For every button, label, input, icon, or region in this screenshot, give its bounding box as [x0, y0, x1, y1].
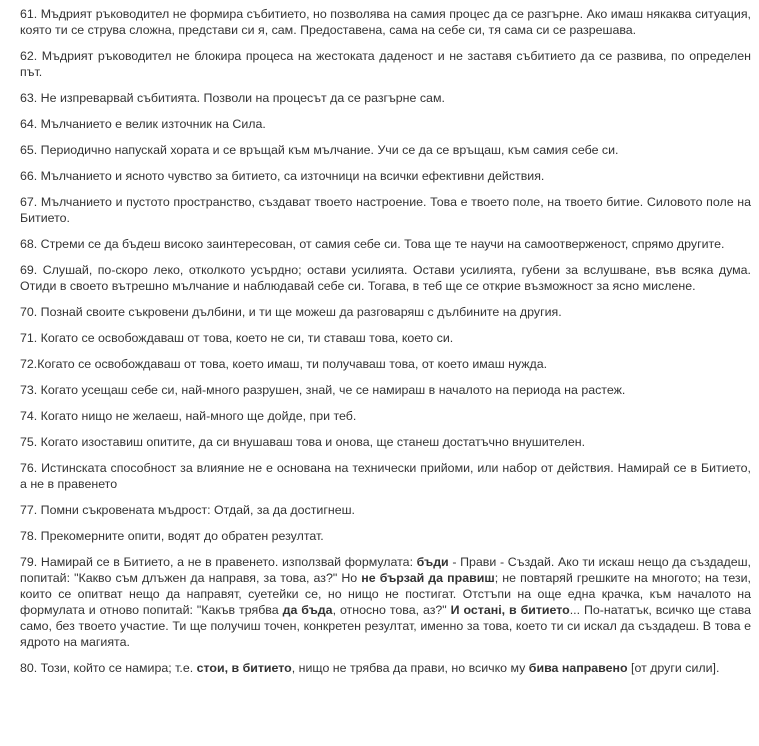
- list-item-65: 65. Периодично напускай хората и се връщай към мълчание. Учи се да се връщаш, към самия себе си.: [20, 143, 619, 157]
- item79-text-5: ... По-нататък, всичко ще става само, без твоето участие. Ти ще получиш точен, конкретен резултат, именно за това, което ти си искал да създадеш. В това е ядрото на магията.: [20, 603, 751, 649]
- list-item-70: 70. Познай своите съкровени дълбини, и ти ще можеш да разговаряш с дълбините на другия.: [20, 305, 562, 319]
- item80-text-2: , нищо не трябва да прави, но всичко му: [291, 661, 529, 675]
- item79-bold-4: И останi, в битието: [450, 603, 570, 617]
- list-item-77: 77. Помни съкровената мъдрост: Отдай, за да достигнеш.: [20, 503, 355, 517]
- item79-bold-2: не бързай да правиш: [361, 571, 495, 585]
- list-item-73: 73. Когато усещаш себе си, най-много разрушен, знай, че се намираш в началото на периода на растеж.: [20, 383, 626, 397]
- list-item-76: 76. Истинската способност за влияние не е основана на технически прийоми, или набор от действия. Намирай се в Битието, а не в правенето: [20, 461, 751, 491]
- list-item-61: 61. Мъдрият ръководител не формира събитието, но позволява на самия процес да се разгърне. Ако имаш някаква ситуация, която ти се струва сложна, представи си я, сам. Предоставена, сама на себе си, тя сама си се разрешава.: [20, 7, 751, 37]
- list-item-64: 64. Мълчанието е велик източник на Сила.: [20, 117, 266, 131]
- list-item-72: 72.Когато се освобождаваш от това, което имаш, ти получаваш това, от което имаш нужда.: [20, 357, 548, 371]
- list-item-67: 67. Мълчанието и пустото пространство, създават твоето настроение. Това е твоето поле, на твоето битие. Силовото поле на Битието.: [20, 195, 751, 225]
- list-item-71: 71. Когато се освобождаваш от това, което не си, ти ставаш това, което си.: [20, 331, 454, 345]
- item79-bold-3: да бъда: [282, 603, 333, 617]
- item79-bold-1: бъди: [416, 555, 449, 569]
- item79-text-2: - Прави - Създай. Ако ти искаш нещо да създадеш, попитай: "Какво съм длъжен да направя, за това, аз?" Но: [20, 555, 751, 585]
- item80-bold-1: стои, в битието: [196, 661, 292, 675]
- list-item-75: 75. Когато изоставиш опитите, да си внушаваш това и онова, ще станеш достатъчно внушителен.: [20, 435, 586, 449]
- item80-text-3: [от други сили].: [627, 661, 720, 675]
- list-item-62: 62. Мъдрият ръководител не блокира процеса на жестоката даденост и не заставя събитието да се развива, по определен път.: [20, 49, 751, 79]
- item79-text-1: 79. Намирай се в Битието, а не в правенето. използвай формулата:: [20, 555, 417, 569]
- list-item-80: [20, 660, 751, 676]
- item79-text-3: ; не повтаряй грешките на многото; на тези, които се опитват нещо да направят, суетейки се, но нищо не постигат. Отстъпи на още една крачка, към началото на формулата и отново попитай: "Какъв трябва: [20, 571, 751, 617]
- list-item-74: 74. Когато нищо не желаеш, най-много ще дойде, при теб.: [20, 409, 357, 423]
- list-item-63: 63. Не изпреварвай събитията. Позволи на процесът да се разгърне сам.: [20, 91, 445, 105]
- item80-text-1: 80. Този, който се намира; т.е.: [20, 661, 197, 675]
- list-item-68: 68. Стреми се да бъдеш високо заинтересован, от самия себе си. Това ще те научи на самоотверженост, спрямо другите.: [20, 237, 725, 251]
- list-item-79: [20, 554, 751, 650]
- list-item-69: 69. Слушай, по-скоро леко, отколкото усърдно; остави усилията. Остави усилията, губени за вслушване, във всяка дума. Отиди в своето вътрешно мълчание и наблюдавай себе си. Тогава, в теб ще се открие възможност за ясно мислене.: [20, 263, 751, 293]
- item79-text-4: , относно това, аз?": [332, 603, 451, 617]
- list-item-78: 78. Прекомерните опити, водят до обратен резултат.: [20, 529, 324, 543]
- item80-bold-2: бива направено: [528, 661, 628, 675]
- list-item-66: 66. Мълчанието и ясното чувство за битието, са източници на всички ефективни действия.: [20, 169, 545, 183]
